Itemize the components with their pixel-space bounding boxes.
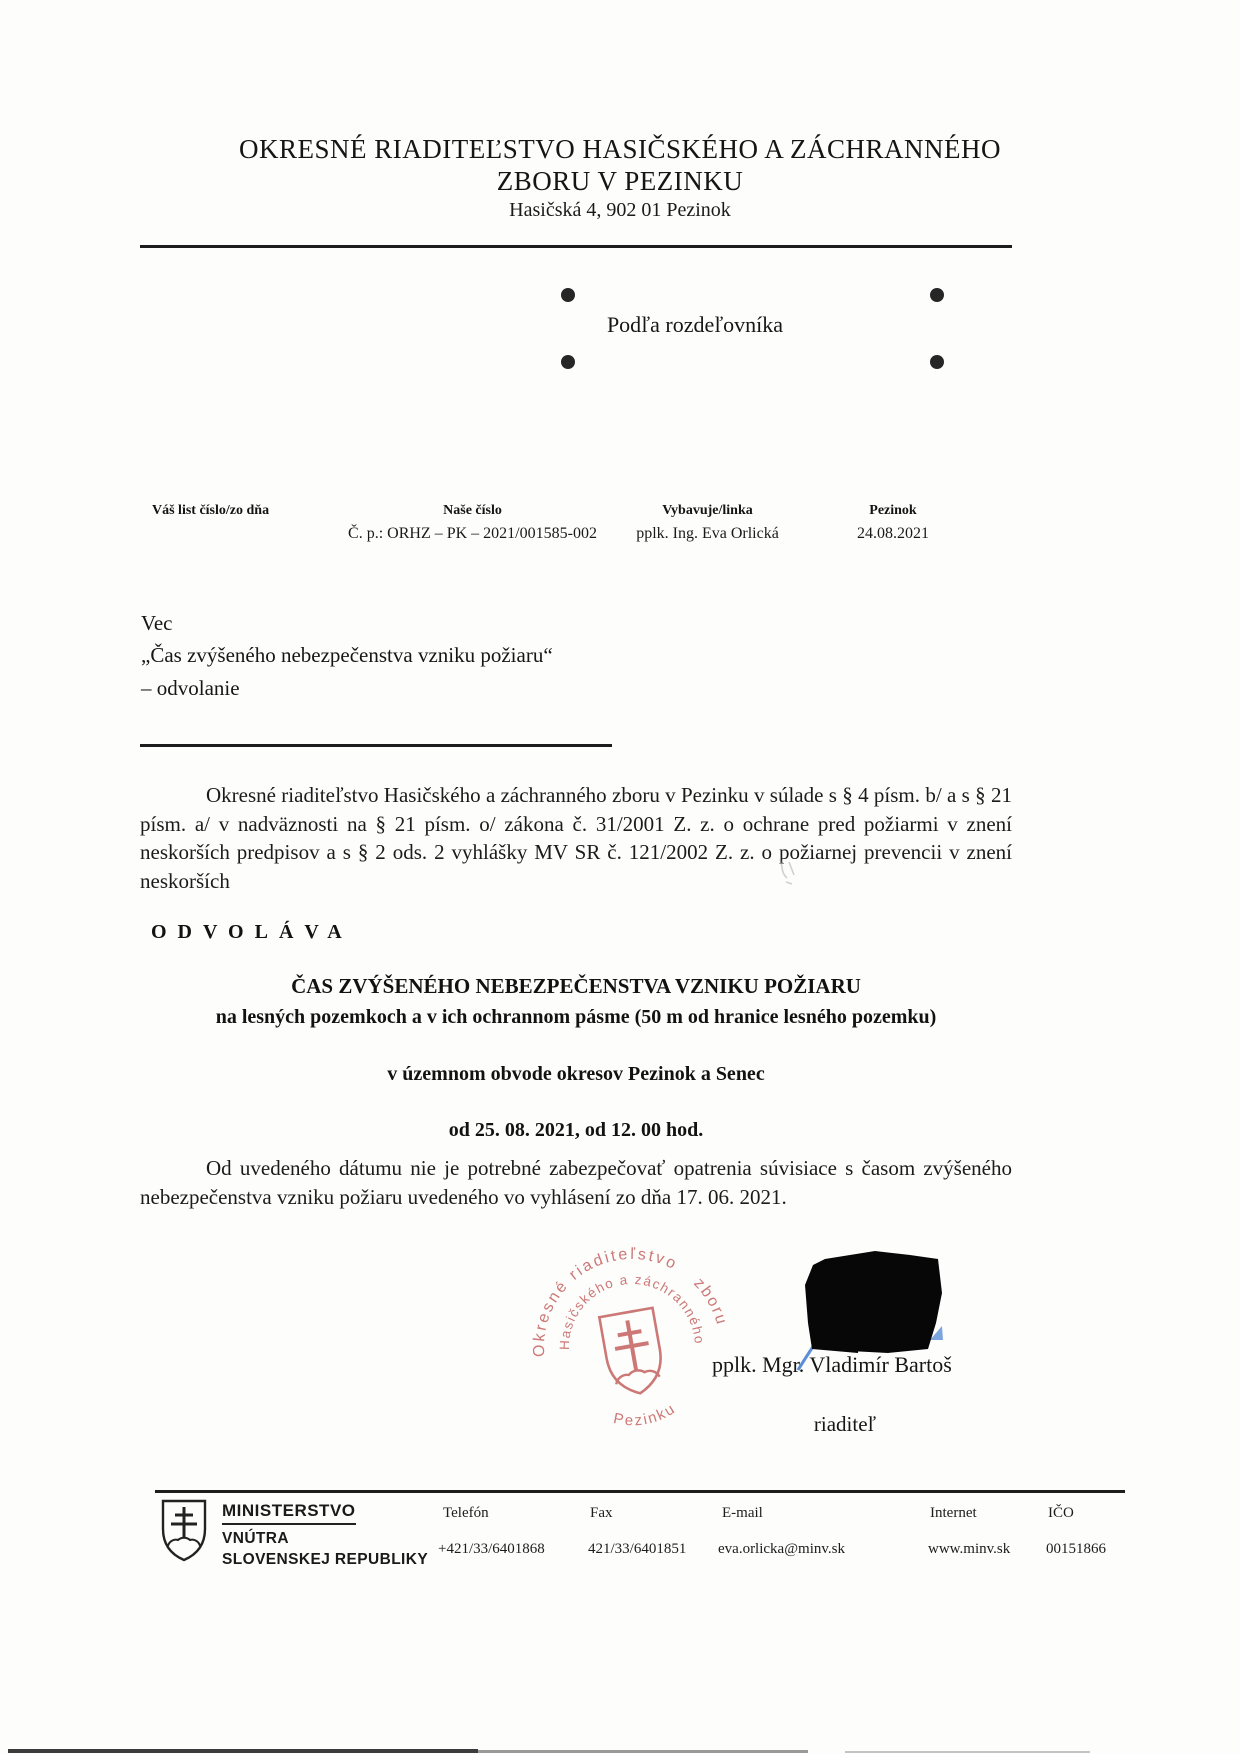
subject-label: Vec [141, 611, 173, 635]
scan-artifact-line-dark [8, 1749, 478, 1753]
heading-main: ČAS ZVÝŠENÉHO NEBEZPEČENSTVA VZNIKU POŽIARU [291, 974, 861, 998]
handler-label: Vybavuje/linka [662, 503, 753, 518]
ministry-coat-of-arms-icon [160, 1499, 208, 1563]
scan-artifact-line-light [845, 1751, 1090, 1753]
heading-districts: v územnom obvode okresov Pezinok a Senec [387, 1063, 765, 1085]
your-ref-label: Váš list číslo/zo dňa [152, 503, 270, 518]
footer-ico-value: 00151866 [1046, 1541, 1106, 1557]
office-round-stamp [508, 1223, 756, 1471]
stamp-ring-inner-text: Hasičského a záchranného [556, 1271, 708, 1351]
subject-line1: „Čas zvýšeného nebezpečenstva vzniku požiaru“ [141, 643, 553, 667]
recipient-line: Podľa rozdeľovníka [606, 312, 784, 337]
handler-value: pplk. Ing. Eva Orlická [636, 525, 779, 542]
scan-smudge [776, 858, 798, 886]
our-ref-value: Č. p.: ORHZ – PK – 2021/001585-002 [348, 525, 597, 542]
date-value: 24.08.2021 [857, 525, 929, 542]
body-paragraph-2: Od uvedeného dátumu nie je potrebné zabezpečovať opatrenia súvisiace s časom zvýšeného nebezpečenstva vzniku požiaru uvedeného vo vyhlásení zo dňa 17. 06. 2021. [140, 1156, 1012, 1209]
org-name-line1: OKRESNÉ RIADITEĽSTVO HASIČSKÉHO A ZÁCHRANNÉHO [238, 134, 1001, 164]
corner-mark-top-right [930, 288, 944, 302]
signer-name: pplk. Mgr. Vladimír Bartoš [712, 1352, 952, 1377]
footer-phone-label: Telefón [443, 1505, 489, 1521]
org-address: Hasičská 4, 902 01 Pezinok [509, 199, 731, 221]
stamp-coat-of-arms [599, 1308, 666, 1398]
footer-rule [155, 1490, 1125, 1493]
decision-word: ODVOLÁVA [151, 921, 353, 943]
footer-internet-label: Internet [930, 1505, 977, 1521]
stamp-ring-bottom-text: Pezinku [611, 1399, 680, 1430]
ministry-name-line1: MINISTERSTVO [222, 1501, 356, 1525]
header-rule [140, 245, 1012, 248]
our-ref-label: Naše číslo [443, 503, 502, 518]
corner-mark-top-left [561, 288, 575, 302]
org-name-line2: ZBORU V PEZINKU [496, 166, 744, 196]
heading-scope: na lesných pozemkoch a v ich ochrannom pásme (50 m od hranice lesného pozemku) [215, 1006, 937, 1028]
footer-phone-value: +421/33/6401868 [438, 1541, 545, 1557]
body-paragraph-1: Okresné riaditeľstvo Hasičského a záchranného zboru v Pezinku v súlade s § 4 písm. b/ a s § 21 písm. a/ v nadväznosti na § 21 písm. o/ zákona č. 31/2001 Z. z. o ochrane pred požiarmi v znení neskorších predpisov a s § 2 ods. 2 vyhlášky MV SR č. 121/2002 Z. z. o požiarnej prevencii v znení neskorších [140, 783, 1012, 893]
subject-rule [140, 744, 612, 747]
signer-title: riaditeľ [813, 1412, 877, 1436]
footer-email-label: E-mail [722, 1505, 763, 1521]
footer-fax-value: 421/33/6401851 [588, 1541, 687, 1557]
place-label: Pezinok [869, 503, 917, 518]
scan-artifact-line-mid [478, 1750, 808, 1753]
corner-mark-bottom-right [930, 355, 944, 369]
footer-internet-value: www.minv.sk [928, 1541, 1011, 1557]
footer-ico-label: IČO [1048, 1505, 1074, 1521]
stamp-ring-right-text: zboru [690, 1274, 731, 1328]
heading-effective-date: od 25. 08. 2021, od 12. 00 hod. [448, 1119, 704, 1141]
footer-fax-label: Fax [590, 1505, 613, 1521]
corner-mark-bottom-left [561, 355, 575, 369]
ministry-name-line3: SLOVENSKEJ REPUBLIKY [222, 1551, 429, 1568]
footer-email-value: eva.orlicka@minv.sk [718, 1541, 845, 1557]
stamp-ring-outer-text: Okresné riaditeľstvo [530, 1245, 681, 1358]
subject-line2: – odvolanie [141, 676, 240, 700]
ministry-name-line2: VNÚTRA [222, 1530, 289, 1547]
